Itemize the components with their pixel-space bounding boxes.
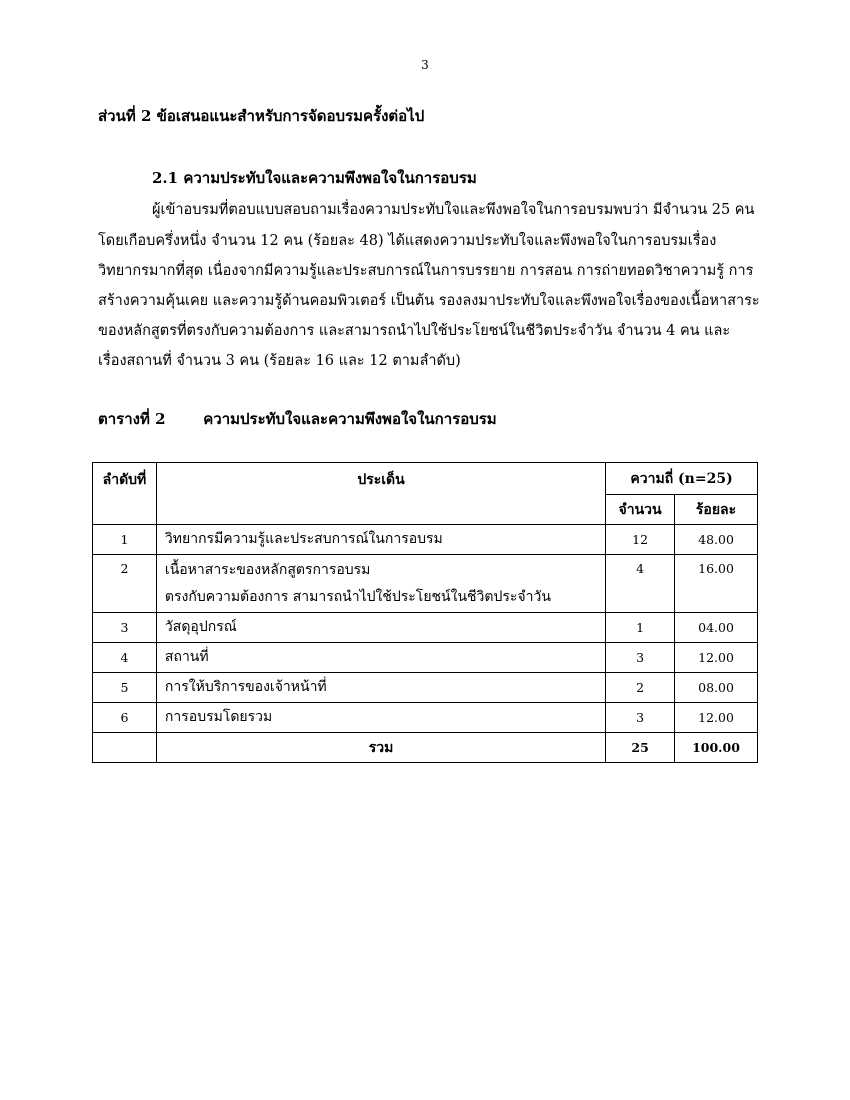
paragraph-line: โดยเกือบครึ่งหนึ่ง จำนวน 12 คน (ร้อยละ 48) ได้แสดงความประทับใจและพึงพอใจในการอบรมเรื่อง <box>98 233 717 249</box>
table-caption <box>98 407 497 431</box>
header-topic: ประเด็น <box>156 463 605 525</box>
row-topic <box>156 673 605 703</box>
row-count: 12 <box>606 525 675 555</box>
row-order: 2 <box>93 555 157 613</box>
table-row <box>93 673 758 703</box>
paragraph-line: วิทยากรมากที่สุด เนื่องจากมีความรู้และประสบการณ์ในการบรรยาย การสอน การถ่ายทอดวิชาความรู้ การ <box>98 263 754 279</box>
table-row <box>93 703 758 733</box>
row-topic <box>156 703 605 733</box>
row-order: 1 <box>93 525 157 555</box>
row-topic <box>156 643 605 673</box>
row-topic-line: สถานที่ <box>164 649 209 665</box>
subsection-title: 2.1 ความประทับใจและความพึงพอใจในการอบรม <box>152 169 477 187</box>
row-topic-line: การอบรมโดยรวม <box>164 709 273 725</box>
paragraph-line: สร้างความคุ้นเคย และความรู้ด้านคอมพิวเตอร์ เป็นต้น รองลงมาประทับใจและพึงพอใจเรื่องของเนื้อหาสาระ <box>98 293 760 309</box>
table-row <box>93 613 758 643</box>
row-percent: 12.00 <box>675 643 758 673</box>
row-percent: 16.00 <box>675 555 758 613</box>
table-total-row <box>93 733 758 763</box>
table-row <box>93 555 758 613</box>
row-topic-line: เนื้อหาสาระของหลักสูตรการอบรม <box>164 561 371 578</box>
row-count: 3 <box>606 703 675 733</box>
paragraph-line: ผู้เข้าอบรมที่ตอบแบบสอบถามเรื่องความประทับใจและพึงพอใจในการอบรมพบว่า มีจำนวน 25 คน <box>152 202 755 218</box>
row-topic <box>156 613 605 643</box>
row-percent: 04.00 <box>675 613 758 643</box>
total-label: รวม <box>156 733 605 763</box>
satisfaction-table <box>92 462 758 763</box>
row-topic-line: วัสดุอุปกรณ์ <box>164 619 237 635</box>
row-count: 1 <box>606 613 675 643</box>
row-topic-line: วิทยากรมีความรู้และประสบการณ์ในการอบรม <box>164 531 443 547</box>
row-order: 3 <box>93 613 157 643</box>
table-row <box>93 643 758 673</box>
section-heading: ส่วนที่ 2 ข้อเสนอแนะสำหรับการจัดอบรมครั้งต่อไป <box>98 107 425 125</box>
total-empty-cell <box>93 733 157 763</box>
header-count: จำนวน <box>606 495 675 525</box>
row-count: 3 <box>606 643 675 673</box>
header-frequency: ความถี่ (n=25) <box>606 463 758 495</box>
row-percent: 48.00 <box>675 525 758 555</box>
paragraph-line: ของหลักสูตรที่ตรงกับความต้องการ และสามารถนำไปใช้ประโยชน์ในชีวิตประจำวัน จำนวน 4 คน และ <box>98 323 731 339</box>
table-caption-label: ตารางที่ 2 <box>98 410 166 428</box>
row-count: 2 <box>606 673 675 703</box>
row-topic <box>156 555 605 613</box>
paragraph-line: เรื่องสถานที่ จำนวน 3 คน (ร้อยละ 16 และ 12 ตามลำดับ) <box>98 353 461 369</box>
header-order: ลำดับที่ <box>93 463 157 525</box>
row-percent: 08.00 <box>675 673 758 703</box>
row-topic-line: ตรงกับความต้องการ สามารถนำไปใช้ประโยชน์ในชีวิตประจำวัน <box>164 588 551 605</box>
row-order: 4 <box>93 643 157 673</box>
row-topic-line: การให้บริการของเจ้าหน้าที่ <box>164 679 327 695</box>
row-topic <box>156 525 605 555</box>
table-row <box>93 525 758 555</box>
row-order: 6 <box>93 703 157 733</box>
row-order: 5 <box>93 673 157 703</box>
total-count: 25 <box>606 733 675 763</box>
table-caption-title: ความประทับใจและความพึงพอใจในการอบรม <box>203 410 497 428</box>
total-percent: 100.00 <box>675 733 758 763</box>
row-percent: 12.00 <box>675 703 758 733</box>
row-count: 4 <box>606 555 675 613</box>
header-percent: ร้อยละ <box>675 495 758 525</box>
page-number: 3 <box>421 58 429 72</box>
